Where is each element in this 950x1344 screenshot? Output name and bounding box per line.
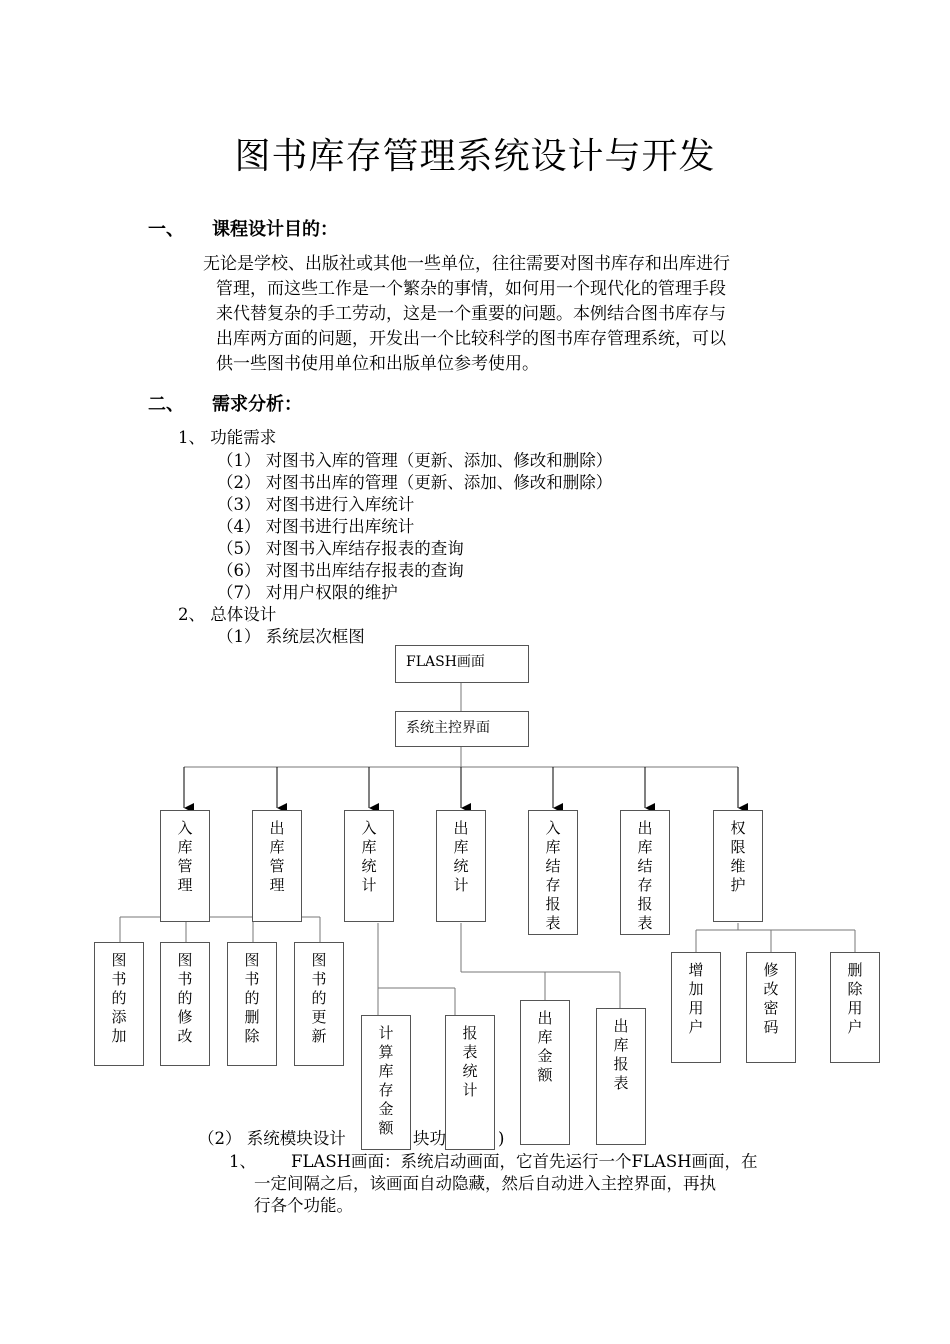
node-module-out-stats	[436, 810, 486, 922]
node-main-label: 系统主控界面	[406, 720, 490, 736]
module-design-title-fragment: 块功	[413, 1129, 446, 1148]
stat-op-label: 出库金额	[537, 1009, 553, 1084]
purpose-line-1: 无论是学校、出版社或其他一些单位，往往需要对图书库存和出库进行	[203, 254, 730, 274]
func-item-7: （7） 对用户权限的维护	[217, 583, 398, 602]
module-label: 出库结存报表	[637, 819, 653, 932]
node-module-in-report	[528, 810, 578, 935]
node-out-report	[596, 1008, 646, 1145]
section-num-1: 一、	[148, 219, 184, 240]
node-user-delete	[830, 952, 880, 1063]
node-flash	[395, 645, 529, 683]
user-op-label: 删除用户	[847, 961, 863, 1036]
user-op-label: 增加用户	[688, 961, 704, 1036]
book-op-label: 图书的更新	[311, 951, 327, 1045]
func-title: 1、 功能需求	[178, 428, 277, 447]
section-heading-requirements: 需求分析：	[212, 394, 302, 415]
node-user-add	[671, 952, 721, 1063]
section-num-2: 二、	[148, 394, 184, 415]
node-stock-value	[361, 1015, 411, 1150]
module-label: 权限维护	[730, 819, 746, 894]
module-item-line-3: 行各个功能。	[254, 1196, 353, 1215]
module-label: 出库统计	[453, 819, 469, 894]
func-item-2: （2） 对图书出库的管理（更新、添加、修改和删除）	[217, 473, 613, 492]
node-module-permissions	[713, 810, 763, 922]
func-item-4: （4） 对图书进行出库统计	[217, 517, 415, 536]
module-item-line-2: 一定间隔之后，该画面自动隐藏，然后自动进入主控界面，再执	[254, 1174, 716, 1193]
module-item-line-1: FLASH画面：系统启动画面，它首先运行一个FLASH画面，在	[291, 1152, 758, 1171]
purpose-line-4: 出库两方面的问题，开发出一个比较科学的图书库存管理系统，可以	[216, 329, 726, 349]
node-book-delete	[227, 942, 277, 1066]
node-module-out-report	[620, 810, 670, 935]
book-op-label: 图书的修改	[177, 951, 193, 1045]
node-module-stock-out	[252, 810, 302, 922]
func-item-5: （5） 对图书入库结存报表的查询	[217, 539, 464, 558]
func-item-1: （1） 对图书入库的管理（更新、添加、修改和删除）	[217, 451, 613, 470]
node-module-in-stats	[344, 810, 394, 922]
stat-op-label: 报表统计	[462, 1024, 478, 1099]
module-design-title-paren: )	[498, 1129, 505, 1148]
book-op-label: 图书的添加	[111, 951, 127, 1045]
stat-op-label: 计算库存金额	[378, 1024, 394, 1137]
module-label: 入库结存报表	[545, 819, 561, 932]
section-heading-purpose: 课程设计目的：	[212, 219, 338, 240]
func-item-6: （6） 对图书出库结存报表的查询	[217, 561, 464, 580]
func-item-3: （3） 对图书进行入库统计	[217, 495, 415, 514]
module-label: 入库管理	[177, 819, 193, 894]
module-label: 入库统计	[361, 819, 377, 894]
node-book-update	[294, 942, 344, 1066]
book-op-label: 图书的删除	[244, 951, 260, 1045]
node-book-add	[94, 942, 144, 1066]
purpose-line-2: 管理，而这些工作是一个繁杂的事情，如何用一个现代化的管理手段	[216, 279, 726, 299]
node-main	[395, 711, 529, 747]
node-out-value	[520, 1000, 570, 1145]
node-book-edit	[160, 942, 210, 1066]
module-item-num: 1、	[229, 1152, 256, 1171]
node-user-password	[746, 952, 796, 1063]
module-design-title: （2） 系统模块设计	[198, 1129, 346, 1148]
node-module-stock-in	[160, 810, 210, 922]
page-title: 图书库存管理系统设计与开发	[234, 136, 716, 177]
node-flash-label: FLASH画面	[406, 654, 485, 670]
design-title: 2、 总体设计	[178, 605, 277, 624]
hierarchy-title: （1） 系统层次框图	[217, 627, 365, 646]
purpose-line-3: 来代替复杂的手工劳动，这是一个重要的问题。本例结合图书库存与	[216, 304, 726, 324]
purpose-line-5: 供一些图书使用单位和出版单位参考使用。	[216, 354, 539, 374]
stat-op-label: 出库报表	[613, 1017, 629, 1092]
module-label: 出库管理	[269, 819, 285, 894]
user-op-label: 修改密码	[763, 961, 779, 1036]
node-report-stats	[445, 1015, 495, 1150]
